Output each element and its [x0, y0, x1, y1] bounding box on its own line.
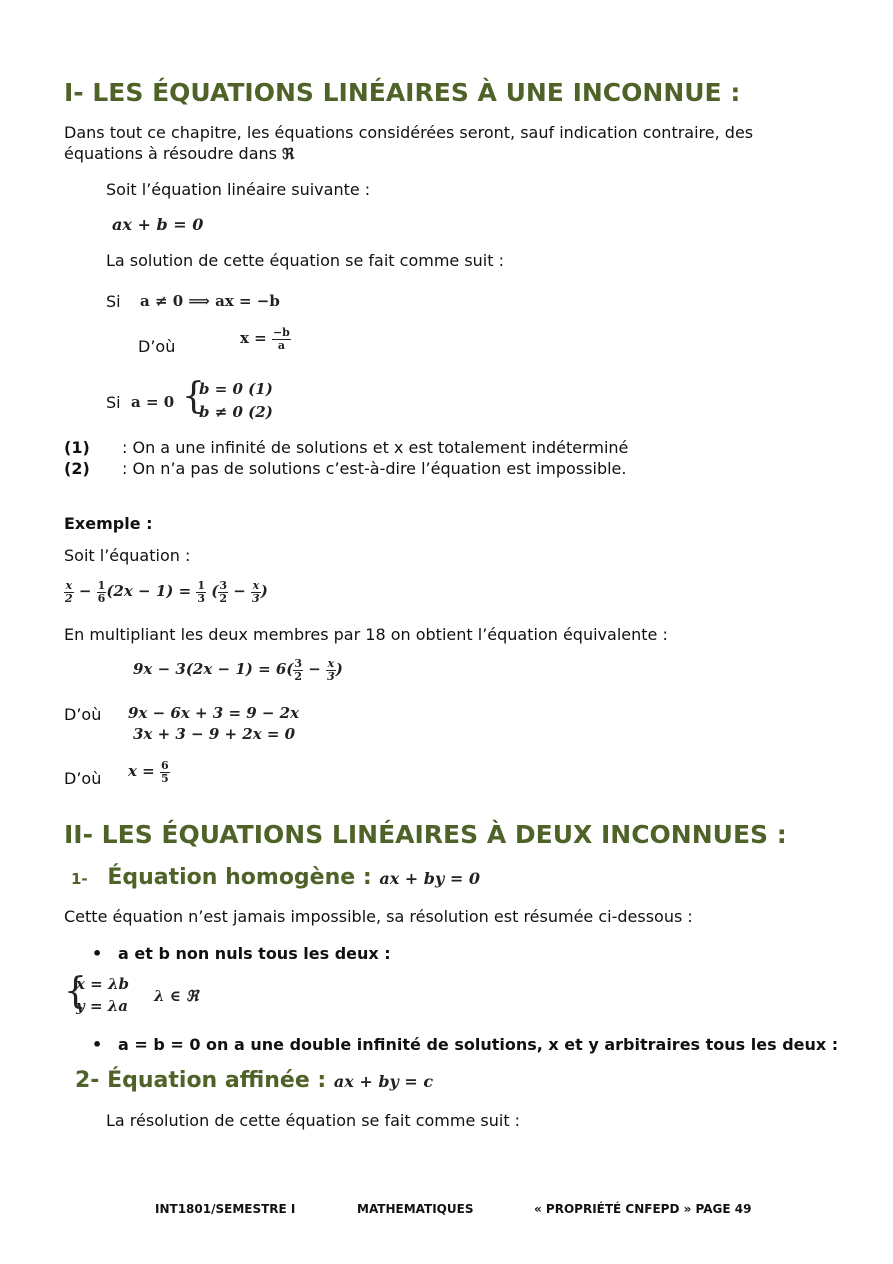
dou-1-label: D’où: [64, 705, 102, 724]
subsection-1-title: Équation homogène :: [107, 865, 372, 890]
intro-line-2-text: équations à résoudre dans: [64, 144, 277, 163]
case-1: b = 0 (1): [199, 380, 273, 398]
subsection-2-heading: [75, 1068, 433, 1094]
subsection-1-text: Cette équation n’est jamais impossible, sa résolution est résumée ci-dessous :: [64, 907, 693, 926]
result-x: x =: [128, 762, 155, 781]
subsection-2-math: ax + by = c: [333, 1072, 434, 1091]
linear-equation: ax + b = 0: [112, 215, 204, 234]
intro-line-1: Dans tout ce chapitre, les équations considérées seront, sauf indication contraire, des: [64, 123, 754, 142]
intro-line-2: [64, 144, 294, 163]
section-1-title: I- LES ÉQUATIONS LINÉAIRES À UNE INCONNUE :: [64, 78, 741, 107]
footer-property: « PROPRIÉTÉ CNFEPD » PAGE 49: [534, 1202, 752, 1216]
subsection-1-math: ax + by = 0: [379, 869, 480, 888]
fraction-denominator: a: [277, 338, 285, 352]
subsection-1-number: 1-: [71, 870, 88, 888]
bullet-1: • a et b non nuls tous les deux :: [118, 944, 391, 963]
step-2: 9x − 6x + 3 = 9 − 2x: [128, 704, 300, 722]
example-soit: Soit l’équation :: [64, 546, 191, 565]
note-1-text: : On a une infinité de solutions et x est totalement indéterminé: [122, 438, 629, 457]
example-title: Exemple :: [64, 514, 153, 533]
result: [128, 760, 170, 784]
case-2: b ≠ 0 (2): [199, 403, 273, 421]
fraction-numerator: −b: [272, 326, 290, 339]
footer-subject: MATHEMATIQUES: [357, 1202, 474, 1216]
fraction-minus-b-over-a: [272, 327, 291, 351]
solution-intro: La solution de cette équation se fait comme suit :: [106, 251, 504, 270]
lambda-in-reals: λ ∈ ℜ: [154, 987, 199, 1005]
si-1-math: a ≠ 0 ⟹ ax = −b: [140, 292, 280, 310]
example-equation: $\frac{x}{2}$ − $\frac{1}{6}$ (2x − 1) = $\frac{1}{3}$ ( $\frac{3}{2}$ − $\frac{x}{3}$ ): [65, 579, 268, 605]
bullet-2: • a = b = 0 on a une double infinité de solutions, x et y arbitraires tous les deux :: [118, 1035, 838, 1054]
subsection-2-title: 2- Équation affinée :: [75, 1068, 327, 1093]
system-line-1: x = λb: [76, 975, 129, 993]
x-fraction: [240, 327, 291, 351]
reals-symbol: ℜ: [282, 145, 295, 163]
equivalent-equation: 9x − 3(2x − 1) = 6( $\frac{3}{2}$ − $\frac{x}{3}$ ): [133, 657, 343, 683]
note-2-label: (2): [64, 459, 90, 478]
note-2-text: : On n’a pas de solutions c’est-à-dire l’équation est impossible.: [122, 459, 627, 478]
si-2-label: Si: [106, 393, 121, 412]
left-brace-icon: {: [182, 376, 205, 417]
result-denominator: 5: [160, 771, 169, 785]
system-line-2: y = λa: [76, 997, 128, 1015]
si-1-label: Si: [106, 292, 121, 311]
soit-line: Soit l’équation linéaire suivante :: [106, 180, 371, 199]
dou-2-label: D’où: [64, 769, 102, 788]
dou-label: D’où: [138, 337, 176, 356]
subsection-1-heading: [71, 865, 480, 891]
multiply-text: En multipliant les deux membres par 18 on obtient l’équation équivalente :: [64, 625, 668, 644]
footer-course: INT1801/SEMESTRE I: [155, 1202, 296, 1216]
section-2-title: II- LES ÉQUATIONS LINÉAIRES À DEUX INCONNUES :: [64, 820, 787, 849]
result-numerator: 6: [160, 759, 169, 772]
system-brace-icon: {: [64, 971, 87, 1012]
note-1-label: (1): [64, 438, 90, 457]
step-3: 3x + 3 − 9 + 2x = 0: [133, 725, 296, 743]
result-fraction: [160, 760, 170, 784]
subsection-2-text: La résolution de cette équation se fait comme suit :: [106, 1111, 521, 1130]
si-2-math: a = 0: [131, 393, 175, 411]
x-equals: x =: [240, 329, 267, 348]
